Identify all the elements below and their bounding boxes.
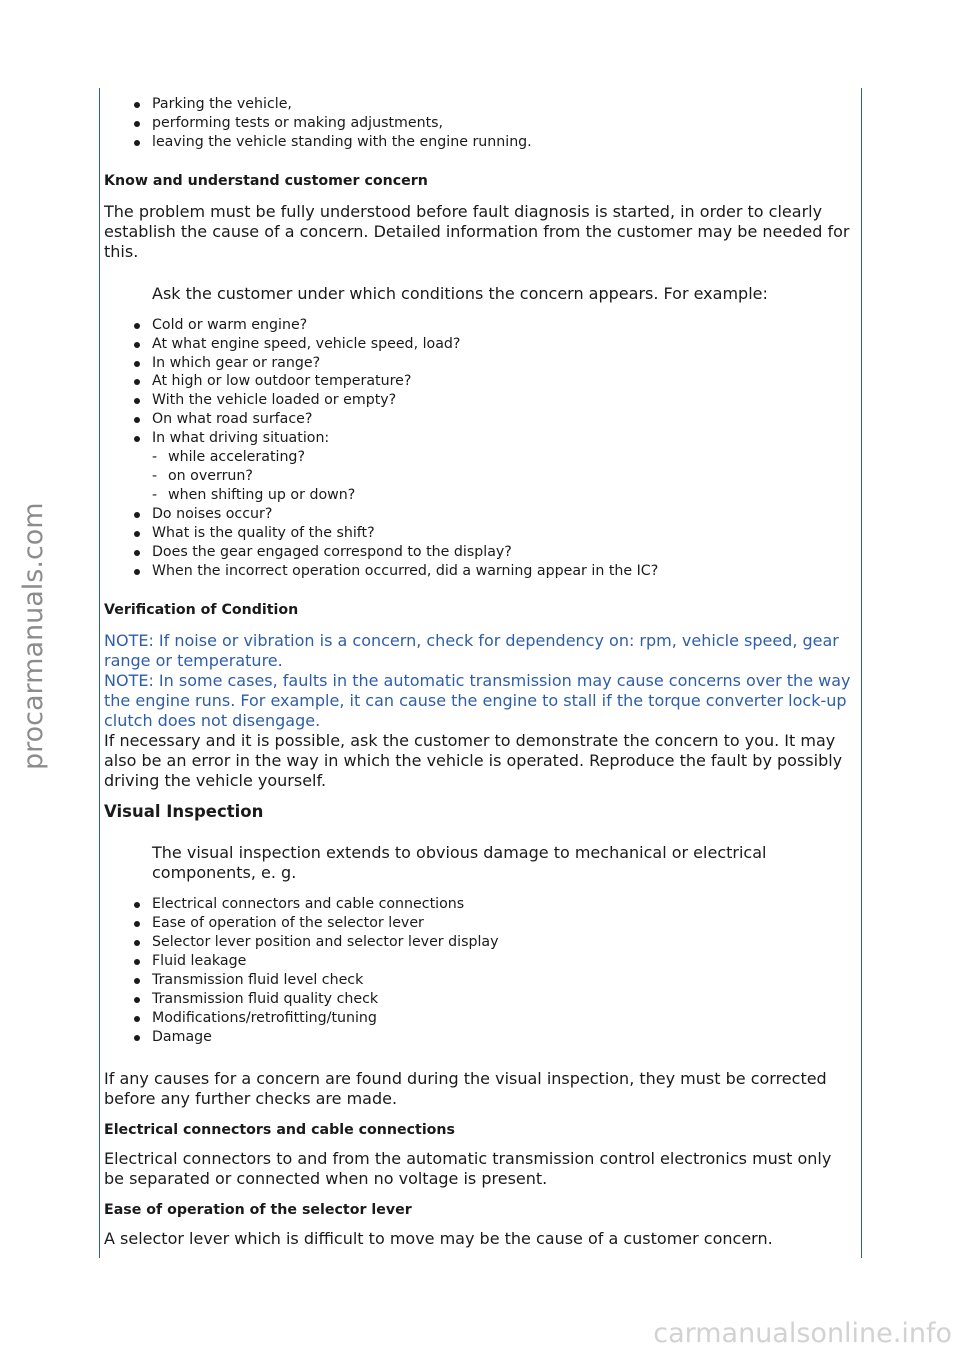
list-item: Electrical connectors and cable connections	[104, 895, 856, 914]
section-heading-verification: Verification of Condition	[104, 602, 299, 619]
list-item: Parking the vehicle,	[104, 95, 856, 114]
section-heading-visual-inspection: Visual Inspection	[104, 802, 264, 822]
list-item: What is the quality of the shift?	[104, 524, 856, 543]
list-item: Fluid leakage	[104, 952, 856, 971]
know-concern-paragraph: The problem must be fully understood before fault diagnosis is started, in order to clearly establish the cause of a concern. Detailed information from the customer may be needed for this.	[104, 201, 850, 261]
list-item: At high or low outdoor temperature?	[104, 372, 856, 391]
bottom-watermark: carmanualsonline.info	[653, 1318, 952, 1349]
document-content	[104, 95, 856, 1249]
verification-paragraph: If necessary and it is possible, ask the customer to demonstrate the concern to you. It may also be an error in the way in which the vehicle is operated. Reproduce the fault by possibly driving the vehicle yourself.	[104, 731, 843, 791]
list-item: Damage	[104, 1028, 856, 1047]
list-item: Selector lever position and selector lever display	[104, 933, 856, 952]
list-item: Modifications/retrofitting/tuning	[104, 1009, 856, 1028]
visual-paragraph: If any causes for a concern are found during the visual inspection, they must be corrected before any further checks are made.	[104, 1068, 827, 1108]
ask-customer-text: Ask the customer under which conditions the concern appears. For example:	[152, 283, 768, 303]
section-heading-connectors: Electrical connectors and cable connections	[104, 1121, 455, 1138]
list-item: When the incorrect operation occurred, did a warning appear in the IC?	[104, 562, 856, 581]
selector-paragraph: A selector lever which is difficult to move may be the cause of a customer concern.	[104, 1228, 773, 1248]
list-item: Cold or warm engine?	[104, 316, 856, 335]
list-item-text: In what driving situation:	[152, 430, 330, 447]
list-item: performing tests or making adjustments,	[104, 114, 856, 133]
note-noise-vibration: NOTE: If noise or vibration is a concern, check for dependency on: rpm, vehicle speed, gear range or temperature.	[104, 631, 839, 671]
list-item: Do noises occur?	[104, 505, 856, 524]
list-item: leaving the vehicle standing with the engine running.	[104, 133, 856, 152]
list-item: Transmission fluid level check	[104, 971, 856, 990]
side-watermark: procarmanuals.com	[18, 502, 49, 770]
list-item: Ease of operation of the selector lever	[104, 914, 856, 933]
questions-list	[104, 316, 856, 581]
list-item: At what engine speed, vehicle speed, load?	[104, 335, 856, 354]
sub-list	[152, 448, 856, 505]
connectors-paragraph: Electrical connectors to and from the automatic transmission control electronics must only be separated or connected when no voltage is present.	[104, 1148, 832, 1188]
list-item: With the vehicle loaded or empty?	[104, 391, 856, 410]
list-item: On what road surface?	[104, 410, 856, 429]
sub-list-item: - on overrun?	[152, 467, 253, 484]
list-item	[104, 429, 856, 505]
section-heading-know-concern: Know and understand customer concern	[104, 172, 428, 189]
visual-intro-text: The visual inspection extends to obvious damage to mechanical or electrical components, e. g.	[152, 843, 767, 883]
list-item: In which gear or range?	[104, 354, 856, 373]
list-item: Transmission fluid quality check	[104, 990, 856, 1009]
intro-bullet-list	[104, 95, 856, 152]
sub-list-item: - while accelerating?	[152, 449, 305, 466]
list-item: Does the gear engaged correspond to the display?	[104, 543, 856, 562]
note-engine-stall: NOTE: In some cases, faults in the automatic transmission may cause concerns over the way the engine runs. For example, it can cause the engine to stall if the torque converter lock-up clutch does not disengage.	[104, 671, 851, 731]
visual-inspection-list	[104, 895, 856, 1046]
section-heading-selector-lever: Ease of operation of the selector lever	[104, 1201, 412, 1218]
sub-list-item: - when shifting up or down?	[152, 486, 356, 503]
